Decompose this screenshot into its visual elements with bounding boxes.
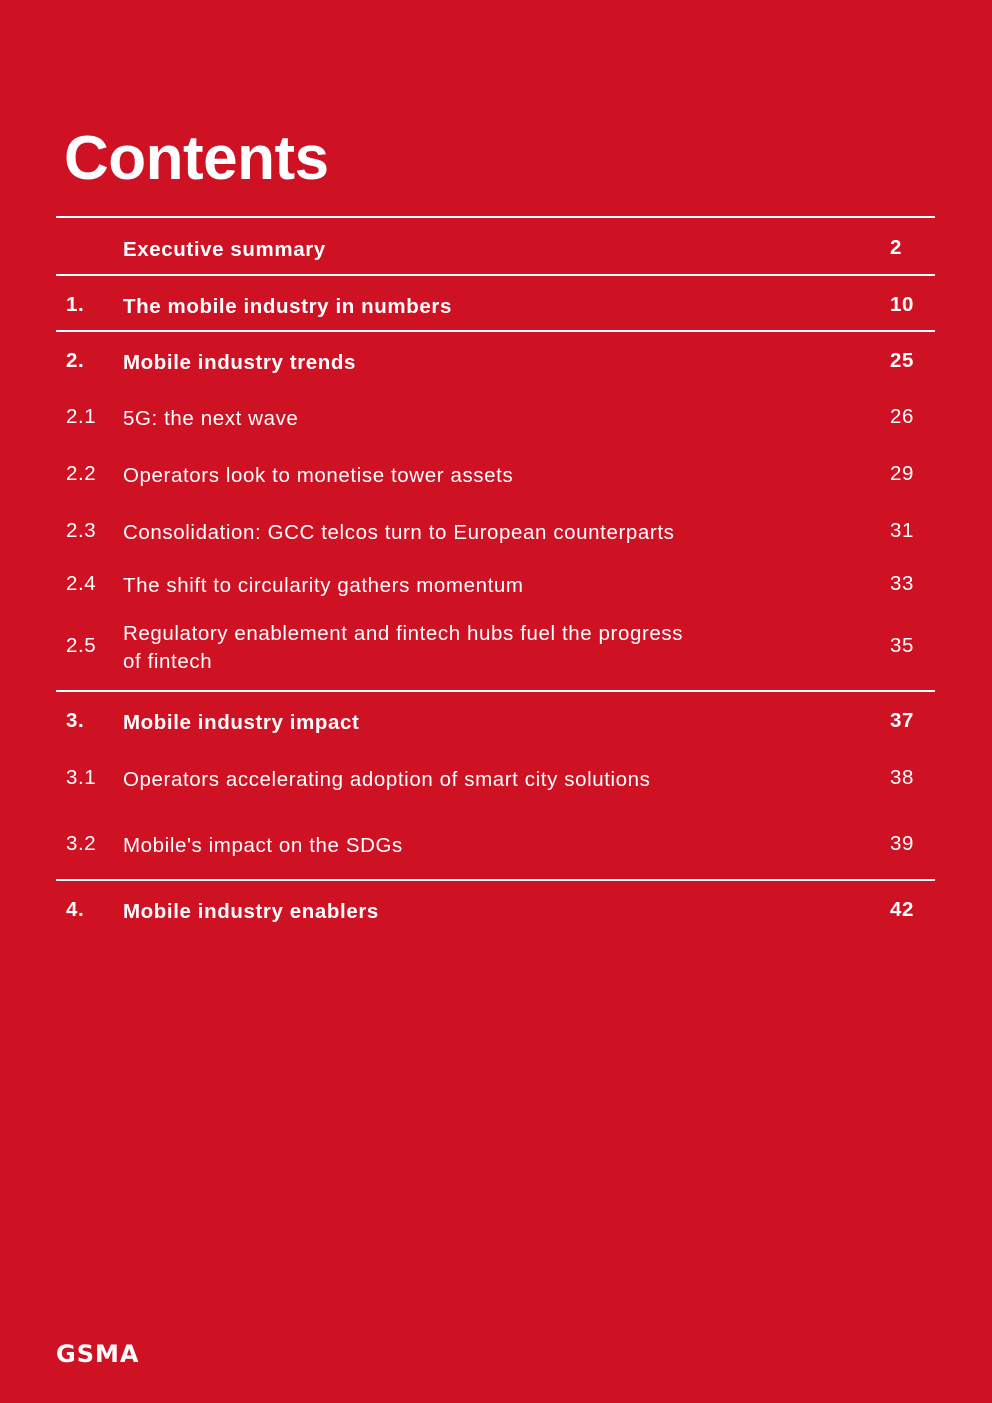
toc-label: Regulatory enablement and fintech hubs fuel the progress of fintech bbox=[123, 622, 684, 673]
toc-page: 39 bbox=[890, 832, 915, 855]
gsma-logo: GSMA bbox=[56, 1340, 140, 1368]
toc-page: 33 bbox=[890, 572, 915, 595]
toc-label: 5G: the next wave bbox=[123, 407, 299, 430]
table-of-contents bbox=[56, 0, 935, 1403]
divider bbox=[56, 330, 935, 332]
toc-number: 2.3 bbox=[66, 519, 97, 542]
toc-number: 3.2 bbox=[66, 832, 97, 855]
toc-page: 37 bbox=[890, 709, 915, 732]
toc-label: Mobile industry enablers bbox=[123, 900, 379, 923]
toc-number: 2.4 bbox=[66, 572, 97, 595]
toc-page: 26 bbox=[890, 405, 915, 428]
toc-label: Mobile's impact on the SDGs bbox=[123, 834, 403, 857]
divider bbox=[56, 879, 935, 881]
toc-label: The shift to circularity gathers momentum bbox=[123, 574, 524, 597]
toc-number: 2. bbox=[66, 349, 85, 372]
divider bbox=[56, 690, 935, 692]
page-title: Contents bbox=[64, 124, 329, 193]
toc-label: The mobile industry in numbers bbox=[123, 295, 452, 318]
toc-page: 42 bbox=[890, 898, 915, 921]
toc-page: 2 bbox=[890, 236, 903, 259]
toc-number: 3. bbox=[66, 709, 85, 732]
toc-label: Executive summary bbox=[123, 238, 326, 261]
toc-number: 2.2 bbox=[66, 462, 97, 485]
divider bbox=[56, 216, 935, 218]
toc-page: 31 bbox=[890, 519, 915, 542]
toc-number: 4. bbox=[66, 898, 85, 921]
toc-label: Mobile industry impact bbox=[123, 711, 360, 734]
toc-number: 1. bbox=[66, 293, 85, 316]
toc-page: 38 bbox=[890, 766, 915, 789]
toc-number: 2.5 bbox=[66, 634, 97, 657]
toc-label: Consolidation: GCC telcos turn to European counterparts bbox=[123, 521, 675, 544]
toc-number: 2.1 bbox=[66, 405, 97, 428]
toc-page: 35 bbox=[890, 634, 915, 657]
toc-page: 10 bbox=[890, 293, 915, 316]
divider bbox=[56, 274, 935, 276]
toc-label: Operators look to monetise tower assets bbox=[123, 464, 514, 487]
toc-number: 3.1 bbox=[66, 766, 97, 789]
toc-page: 25 bbox=[890, 349, 915, 372]
toc-label: Mobile industry trends bbox=[123, 351, 357, 374]
toc-label: Operators accelerating adoption of smart city solutions bbox=[123, 768, 651, 791]
toc-page: 29 bbox=[890, 462, 915, 485]
